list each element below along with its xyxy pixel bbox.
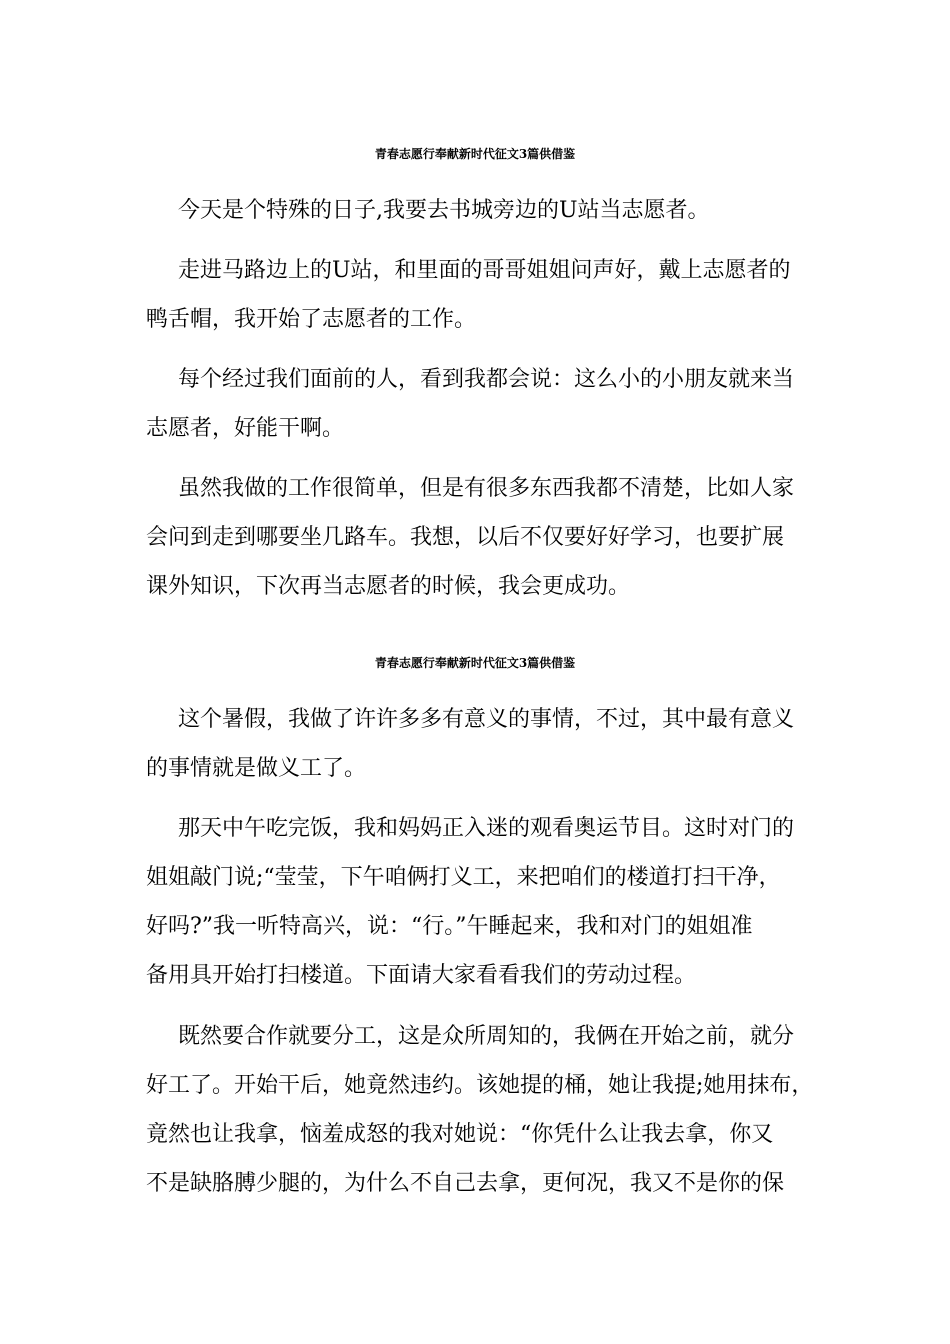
s2-p1-line-1: 这个暑假，我做了许许多多有意义的事情，不过，其中最有意义 — [178, 707, 795, 732]
s2-p3-line-4: 不是缺胳膊少腿的，为什么不自己去拿，更何况，我又不是你的保 — [146, 1171, 785, 1196]
s1-p3-line-2: 志愿者，好能干啊。 — [146, 416, 345, 441]
s1-p1-line-1: 今天是个特殊的日子,我要去书城旁边的U站当志愿者。 — [178, 198, 710, 223]
s2-p3-line-3: 竟然也让我拿，恼羞成怒的我对她说：“你凭什么让我去拿，你又 — [146, 1122, 774, 1147]
s1-p2-line-1: 走进马路边上的U站，和里面的哥哥姐姐问声好，戴上志愿者的 — [178, 258, 791, 283]
s2-p3-line-1: 既然要合作就要分工，这是众所周知的，我俩在开始之前，就分 — [178, 1024, 795, 1049]
s2-p2-line-4: 备用具开始打扫楼道。下面请大家看看我们的劳动过程。 — [146, 963, 697, 988]
s2-p2-line-3: 好吗?”我一听特高兴，说：“行。”午睡起来，我和对门的姐姐准 — [146, 914, 753, 939]
section-2-title: 青春志愿行奉献新时代征文3篇供借鉴 — [374, 656, 576, 670]
s1-p4-line-1: 虽然我做的工作很简单，但是有很多东西我都不清楚，比如人家 — [178, 476, 795, 501]
s1-p4-line-2: 会问到走到哪要坐几路车。我想，以后不仅要好好学习，也要扩展 — [146, 525, 785, 550]
section-1-title: 青春志愿行奉献新时代征文3篇供借鉴 — [374, 147, 576, 161]
s2-p2-line-1: 那天中午吃完饭，我和妈妈正入迷的观看奥运节目。这时对门的 — [178, 816, 795, 841]
s1-p2-line-2: 鸭舌帽，我开始了志愿者的工作。 — [146, 307, 477, 332]
s2-p1-line-2: 的事情就是做义工了。 — [146, 756, 367, 781]
s2-p3-line-2: 好工了。开始干后，她竟然违约。该她提的桶，她让我提;她用抹布， — [146, 1073, 814, 1098]
s2-p2-line-2: 姐姐敲门说;“莹莹，下午咱俩打义工，来把咱们的楼道打扫干净， — [146, 865, 781, 890]
s1-p4-line-3: 课外知识，下次再当志愿者的时候，我会更成功。 — [146, 574, 631, 599]
s1-p3-line-1: 每个经过我们面前的人，看到我都会说：这么小的小朋友就来当 — [178, 367, 795, 392]
